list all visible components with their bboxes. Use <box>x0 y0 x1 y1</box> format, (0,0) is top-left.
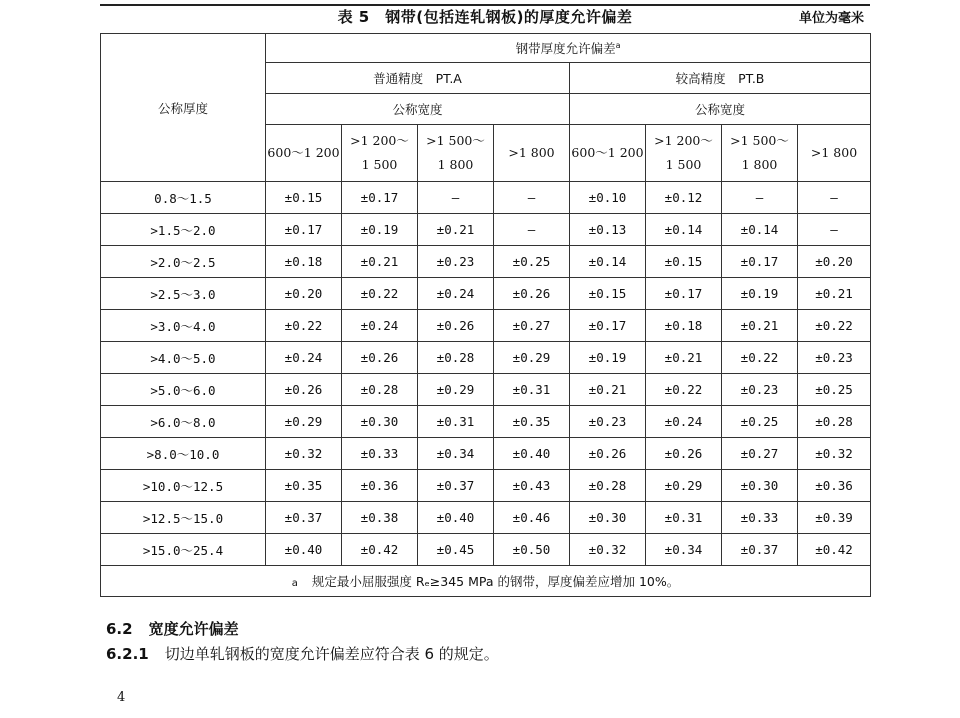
table-row <box>101 470 871 502</box>
tolerance-cell: ±0.35 <box>494 406 570 438</box>
tolerance-cell: ±0.26 <box>570 438 646 470</box>
tolerance-cell: ±0.45 <box>418 534 494 566</box>
table-row <box>101 438 871 470</box>
tolerance-cell: ±0.19 <box>570 342 646 374</box>
tolerance-cell: ±0.29 <box>494 342 570 374</box>
tolerance-cell: ±0.37 <box>266 502 342 534</box>
tolerance-cell: ±0.27 <box>494 310 570 342</box>
nominal-thickness-cell: >3.0～4.0 <box>101 310 266 342</box>
tolerance-cell: ±0.40 <box>266 534 342 566</box>
width-range-line: >1 500～ <box>730 133 789 148</box>
tolerance-cell: ±0.23 <box>722 374 798 406</box>
tolerance-cell: ±0.17 <box>646 278 722 310</box>
precision-normal-header: 普通精度 PT.A <box>266 63 570 94</box>
section-6-2-heading <box>106 618 239 639</box>
width-range-header-b-1 <box>570 125 646 182</box>
nominal-thickness-cell: >1.5～2.0 <box>101 214 266 246</box>
width-range-line: >1 500～ <box>426 133 485 148</box>
tolerance-cell: ±0.24 <box>266 342 342 374</box>
table-row <box>101 246 871 278</box>
tolerance-cell: ±0.32 <box>570 534 646 566</box>
tolerance-cell: ±0.33 <box>722 502 798 534</box>
tolerance-cell: ±0.14 <box>570 246 646 278</box>
width-range-header-a-3 <box>418 125 494 182</box>
footnote-reference-mark: a <box>615 40 621 50</box>
width-range-line: >1 200～ <box>350 133 409 148</box>
table-caption-row <box>100 6 870 32</box>
tolerance-cell: ±0.26 <box>342 342 418 374</box>
tolerance-cell: ±0.24 <box>418 278 494 310</box>
table-row <box>101 534 871 566</box>
section-number: 6.2 <box>106 620 133 638</box>
tolerance-cell: ±0.14 <box>722 214 798 246</box>
tolerance-cell: ±0.32 <box>266 438 342 470</box>
width-range-line: 1 800 <box>437 157 474 172</box>
tolerance-cell: — <box>798 182 871 214</box>
tolerance-cell: ±0.42 <box>342 534 418 566</box>
tolerance-cell: ±0.46 <box>494 502 570 534</box>
tolerance-cell: ±0.40 <box>418 502 494 534</box>
tolerance-cell: ±0.36 <box>342 470 418 502</box>
tolerance-cell: ±0.21 <box>722 310 798 342</box>
nominal-thickness-cell: >2.0～2.5 <box>101 246 266 278</box>
tolerance-cell: ±0.15 <box>570 278 646 310</box>
tolerance-cell: ±0.37 <box>418 470 494 502</box>
tolerance-cell: ±0.21 <box>342 246 418 278</box>
width-range-line: 600～1 200 <box>571 145 644 160</box>
tolerance-cell: ±0.31 <box>494 374 570 406</box>
nominal-thickness-cell: 0.8～1.5 <box>101 182 266 214</box>
section-number: 6.2.1 <box>106 645 149 663</box>
tolerance-cell: ±0.21 <box>798 278 871 310</box>
tolerance-cell: ±0.31 <box>418 406 494 438</box>
tolerance-cell: ±0.22 <box>646 374 722 406</box>
tolerance-cell: ±0.25 <box>722 406 798 438</box>
tolerance-cell: ±0.37 <box>722 534 798 566</box>
table-row <box>101 182 871 214</box>
tolerance-cell: ±0.32 <box>798 438 871 470</box>
table-row <box>101 310 871 342</box>
tolerance-cell: ±0.22 <box>798 310 871 342</box>
tolerance-cell: ±0.25 <box>798 374 871 406</box>
clause-text: 切边单轧钢板的宽度允许偏差应符合表 6 的规定。 <box>164 645 499 663</box>
width-range-line: 600～1 200 <box>267 145 340 160</box>
tolerance-cell: ±0.30 <box>570 502 646 534</box>
width-range-header-b-2 <box>646 125 722 182</box>
tolerance-cell: ±0.20 <box>798 246 871 278</box>
tolerance-cell: ±0.43 <box>494 470 570 502</box>
tolerance-group-label: 钢带厚度允许偏差 <box>515 41 616 56</box>
nominal-width-header-b: 公称宽度 <box>570 94 871 125</box>
table-footnote <box>101 566 871 597</box>
width-range-line: >1 200～ <box>654 133 713 148</box>
tolerance-cell: ±0.24 <box>342 310 418 342</box>
width-range-header-a-2 <box>342 125 418 182</box>
tolerance-cell: ±0.42 <box>798 534 871 566</box>
width-range-line: 1 800 <box>741 157 778 172</box>
table-row <box>101 374 871 406</box>
tolerance-group-header <box>266 34 871 63</box>
tolerance-cell: ±0.15 <box>646 246 722 278</box>
table-row <box>101 502 871 534</box>
tolerance-cell: ±0.50 <box>494 534 570 566</box>
tolerance-cell: ±0.21 <box>570 374 646 406</box>
tolerance-cell: ±0.18 <box>266 246 342 278</box>
tolerance-cell: ±0.29 <box>418 374 494 406</box>
tolerance-cell: ±0.39 <box>798 502 871 534</box>
tolerance-cell: ±0.30 <box>722 470 798 502</box>
tolerance-cell: ±0.21 <box>646 342 722 374</box>
tolerance-cell: ±0.25 <box>494 246 570 278</box>
page-number: 4 <box>117 690 126 705</box>
tolerance-cell: — <box>494 214 570 246</box>
tolerance-cell: ±0.20 <box>266 278 342 310</box>
width-range-line: >1 800 <box>508 145 555 160</box>
width-range-line: 1 500 <box>665 157 702 172</box>
tolerance-cell: — <box>722 182 798 214</box>
tolerance-cell: ±0.29 <box>646 470 722 502</box>
unit-note: 单位为毫米 <box>798 11 864 26</box>
section-6-2-1-clause <box>106 643 499 664</box>
tolerance-cell: ±0.30 <box>342 406 418 438</box>
precision-high-header: 较高精度 PT.B <box>570 63 871 94</box>
tolerance-cell: ±0.17 <box>722 246 798 278</box>
tolerance-cell: ±0.26 <box>646 438 722 470</box>
tolerance-cell: ±0.23 <box>570 406 646 438</box>
tolerance-cell: — <box>798 214 871 246</box>
tolerance-cell: ±0.23 <box>798 342 871 374</box>
tolerance-cell: ±0.13 <box>570 214 646 246</box>
tolerance-cell: ±0.24 <box>646 406 722 438</box>
table-row <box>101 278 871 310</box>
nominal-thickness-cell: >12.5～15.0 <box>101 502 266 534</box>
nominal-thickness-cell: >8.0～10.0 <box>101 438 266 470</box>
tolerance-cell: ±0.38 <box>342 502 418 534</box>
tolerance-cell: ±0.34 <box>646 534 722 566</box>
tolerance-cell: ±0.21 <box>418 214 494 246</box>
tolerance-cell: ±0.17 <box>570 310 646 342</box>
table-row <box>101 342 871 374</box>
nominal-thickness-cell: >6.0～8.0 <box>101 406 266 438</box>
tolerance-cell: ±0.15 <box>266 182 342 214</box>
tolerance-cell: ±0.18 <box>646 310 722 342</box>
width-range-header-a-4 <box>494 125 570 182</box>
width-range-line: >1 800 <box>810 145 858 160</box>
tolerance-cell: ±0.26 <box>418 310 494 342</box>
nominal-thickness-header: 公称厚度 <box>101 34 266 182</box>
tolerance-cell: ±0.27 <box>722 438 798 470</box>
footnote-text: 规定最小屈服强度 Rₑ≥345 MPa 的钢带，厚度偏差应增加 10%。 <box>311 574 680 589</box>
tolerance-cell: ±0.35 <box>266 470 342 502</box>
tolerance-cell: ±0.40 <box>494 438 570 470</box>
table-row <box>101 214 871 246</box>
width-range-header-b-3 <box>722 125 798 182</box>
tolerance-cell: — <box>418 182 494 214</box>
tolerance-cell: ±0.22 <box>722 342 798 374</box>
tolerance-cell: ±0.28 <box>342 374 418 406</box>
nominal-thickness-cell: >4.0～5.0 <box>101 342 266 374</box>
nominal-thickness-cell: >5.0～6.0 <box>101 374 266 406</box>
tolerance-cell: ±0.28 <box>798 406 871 438</box>
tolerance-cell: ±0.23 <box>418 246 494 278</box>
tolerance-cell: ±0.33 <box>342 438 418 470</box>
tolerance-cell: ±0.29 <box>266 406 342 438</box>
tolerance-cell: ±0.14 <box>646 214 722 246</box>
tolerance-cell: ±0.10 <box>570 182 646 214</box>
table-row <box>101 406 871 438</box>
width-range-header-b-4 <box>798 125 871 182</box>
tolerance-cell: ±0.34 <box>418 438 494 470</box>
section-title: 宽度允许偏差 <box>148 620 239 638</box>
tolerance-cell: ±0.28 <box>418 342 494 374</box>
width-range-header-a-1 <box>266 125 342 182</box>
nominal-width-header-a: 公称宽度 <box>266 94 570 125</box>
width-range-line: 1 500 <box>361 157 398 172</box>
thickness-tolerance-table <box>100 33 871 597</box>
tolerance-cell: ±0.19 <box>342 214 418 246</box>
tolerance-cell: ±0.36 <box>798 470 871 502</box>
tolerance-cell: ±0.22 <box>342 278 418 310</box>
tolerance-cell: ±0.17 <box>342 182 418 214</box>
tolerance-cell: ±0.26 <box>266 374 342 406</box>
nominal-thickness-cell: >15.0～25.4 <box>101 534 266 566</box>
table-caption: 表 5 钢带(包括连轧钢板)的厚度允许偏差 <box>337 8 633 26</box>
tolerance-cell: ±0.17 <box>266 214 342 246</box>
nominal-thickness-cell: >10.0～12.5 <box>101 470 266 502</box>
tolerance-cell: ±0.12 <box>646 182 722 214</box>
tolerance-cell: ±0.31 <box>646 502 722 534</box>
nominal-thickness-cell: >2.5～3.0 <box>101 278 266 310</box>
tolerance-cell: ±0.28 <box>570 470 646 502</box>
tolerance-cell: ±0.26 <box>494 278 570 310</box>
tolerance-cell: ±0.19 <box>722 278 798 310</box>
tolerance-cell: ±0.22 <box>266 310 342 342</box>
footnote-mark: a <box>291 578 298 589</box>
tolerance-cell: — <box>494 182 570 214</box>
